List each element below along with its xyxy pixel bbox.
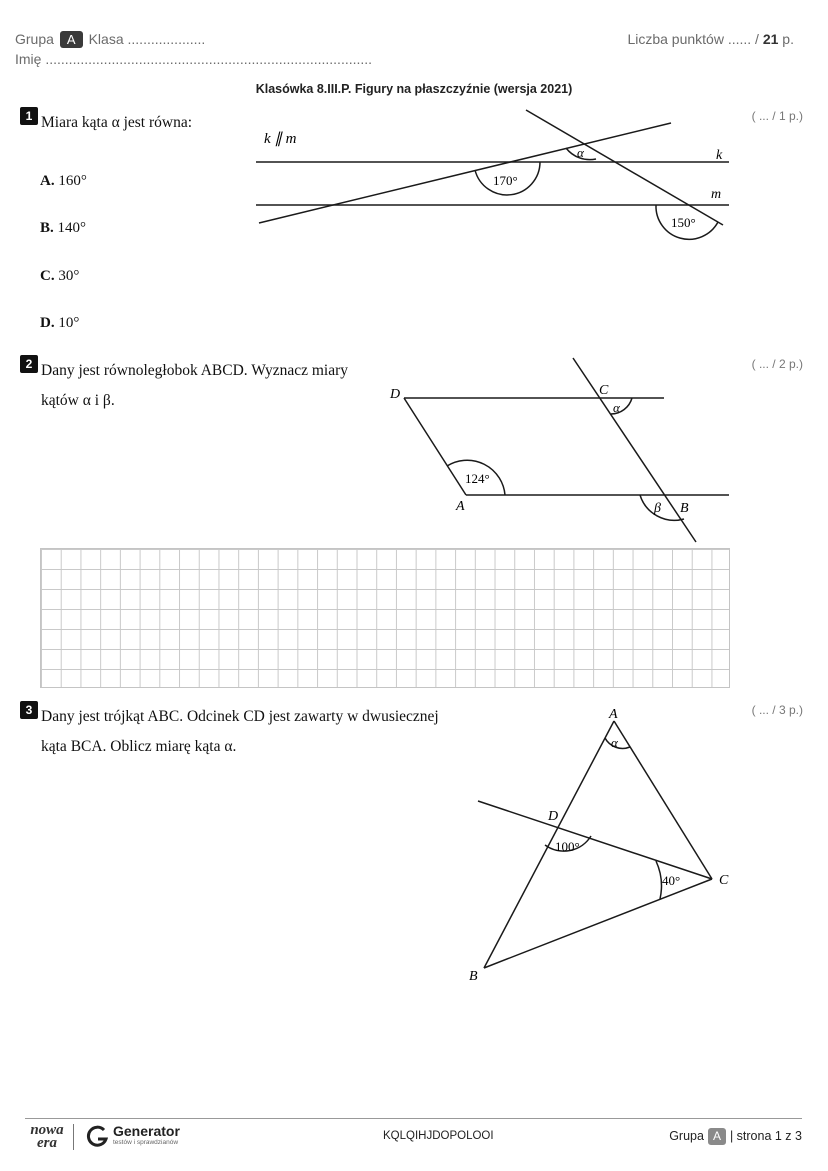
line-cd bbox=[478, 801, 712, 879]
logo-divider bbox=[73, 1124, 74, 1150]
label-124: 124° bbox=[465, 471, 490, 486]
question-2-number: 2 bbox=[20, 355, 38, 373]
question-3-text-line-1: Dany jest trójkąt ABC. Odcinek CD jest zawarty w dwusiecznej bbox=[41, 708, 439, 725]
label-alpha-3: α bbox=[611, 735, 618, 750]
answer-letter: B. bbox=[40, 220, 54, 236]
logo-nowa: nowa bbox=[30, 1122, 64, 1138]
side-ab bbox=[484, 721, 614, 968]
label-m: m bbox=[711, 187, 722, 202]
label-beta: β bbox=[654, 501, 661, 516]
generator-icon bbox=[85, 1124, 109, 1148]
side-bc bbox=[484, 879, 712, 968]
question-2-points: ( ... / 2 p.) bbox=[751, 357, 803, 371]
vertex-d: D bbox=[548, 809, 559, 824]
side-ac bbox=[614, 721, 712, 879]
question-2-text-line-1: Dany jest równoległobok ABCD. Wyznacz miary bbox=[41, 362, 348, 379]
generator-subtitle: testów i sprawdzianów bbox=[113, 1139, 179, 1146]
vertex-b: B bbox=[680, 501, 689, 516]
name-field: Imię .................................................................................... bbox=[15, 51, 373, 67]
group-label: Grupa bbox=[15, 31, 54, 47]
vertex-c: C bbox=[719, 873, 729, 888]
question-1-text: Miara kąta α jest równa: bbox=[41, 114, 193, 131]
answer-value: 140° bbox=[57, 220, 87, 236]
footer-group-badge: A bbox=[708, 1128, 726, 1145]
vertex-b: B bbox=[469, 969, 478, 984]
class-field: Klasa .................... bbox=[88, 31, 206, 47]
line-cb bbox=[573, 358, 696, 542]
answer-letter: D. bbox=[40, 315, 55, 331]
logo-era: era bbox=[37, 1135, 57, 1151]
label-k: k bbox=[716, 148, 723, 163]
question-1-points: ( ... / 1 p.) bbox=[751, 109, 803, 123]
group-badge: A bbox=[60, 31, 83, 48]
footer-group-label: Grupa bbox=[669, 1129, 704, 1143]
transversal-2 bbox=[526, 110, 723, 225]
answer-value: 160° bbox=[58, 173, 87, 189]
vertex-a: A bbox=[609, 707, 618, 722]
transversal-1 bbox=[259, 123, 671, 223]
page-title: Klasówka 8.III.P. Figury na płaszczyźnie (wersja 2021) bbox=[255, 82, 573, 96]
footer-page-info bbox=[669, 1128, 802, 1145]
arc-beta bbox=[640, 495, 684, 520]
question-1-number: 1 bbox=[20, 107, 38, 125]
label-150: 150° bbox=[671, 215, 696, 230]
points-total: 21 bbox=[762, 31, 779, 47]
label-alpha-2: α bbox=[613, 400, 620, 415]
figure-triangle bbox=[478, 721, 712, 968]
footer-divider bbox=[25, 1118, 802, 1119]
answer-value: 30° bbox=[58, 268, 80, 284]
answer-value: 10° bbox=[58, 315, 80, 331]
page-number: | strona 1 z 3 bbox=[729, 1129, 802, 1143]
question-3-points: ( ... / 3 p.) bbox=[751, 703, 803, 717]
label-100: 100° bbox=[555, 839, 580, 854]
label-40: 40° bbox=[662, 873, 681, 888]
document-code: KQLQIHJDOPOLOOI bbox=[383, 1130, 494, 1142]
vertex-c: C bbox=[599, 383, 609, 398]
relation-label: k ∥ m bbox=[264, 131, 297, 147]
question-3-text-line-2: kąta BCA. Oblicz miarę kąta α. bbox=[41, 738, 237, 755]
vertex-d: D bbox=[390, 387, 401, 402]
answer-letter: A. bbox=[40, 173, 55, 189]
label-170: 170° bbox=[493, 173, 518, 188]
points-unit: p. bbox=[778, 31, 794, 47]
side-da bbox=[404, 398, 466, 495]
points-sep: / bbox=[751, 31, 763, 47]
nowa-era-logo bbox=[27, 1124, 67, 1150]
answer-grid[interactable] bbox=[40, 548, 730, 688]
vertex-a: A bbox=[456, 499, 465, 514]
points-label: Liczba punktów ...... bbox=[627, 31, 752, 47]
question-3-number: 3 bbox=[20, 701, 38, 719]
question-2-text-line-2: kątów α i β. bbox=[41, 392, 115, 409]
answer-letter: C. bbox=[40, 268, 55, 284]
label-alpha-1: α bbox=[577, 145, 584, 160]
arc-40 bbox=[656, 861, 661, 899]
generator-title: Generator bbox=[113, 1123, 180, 1139]
